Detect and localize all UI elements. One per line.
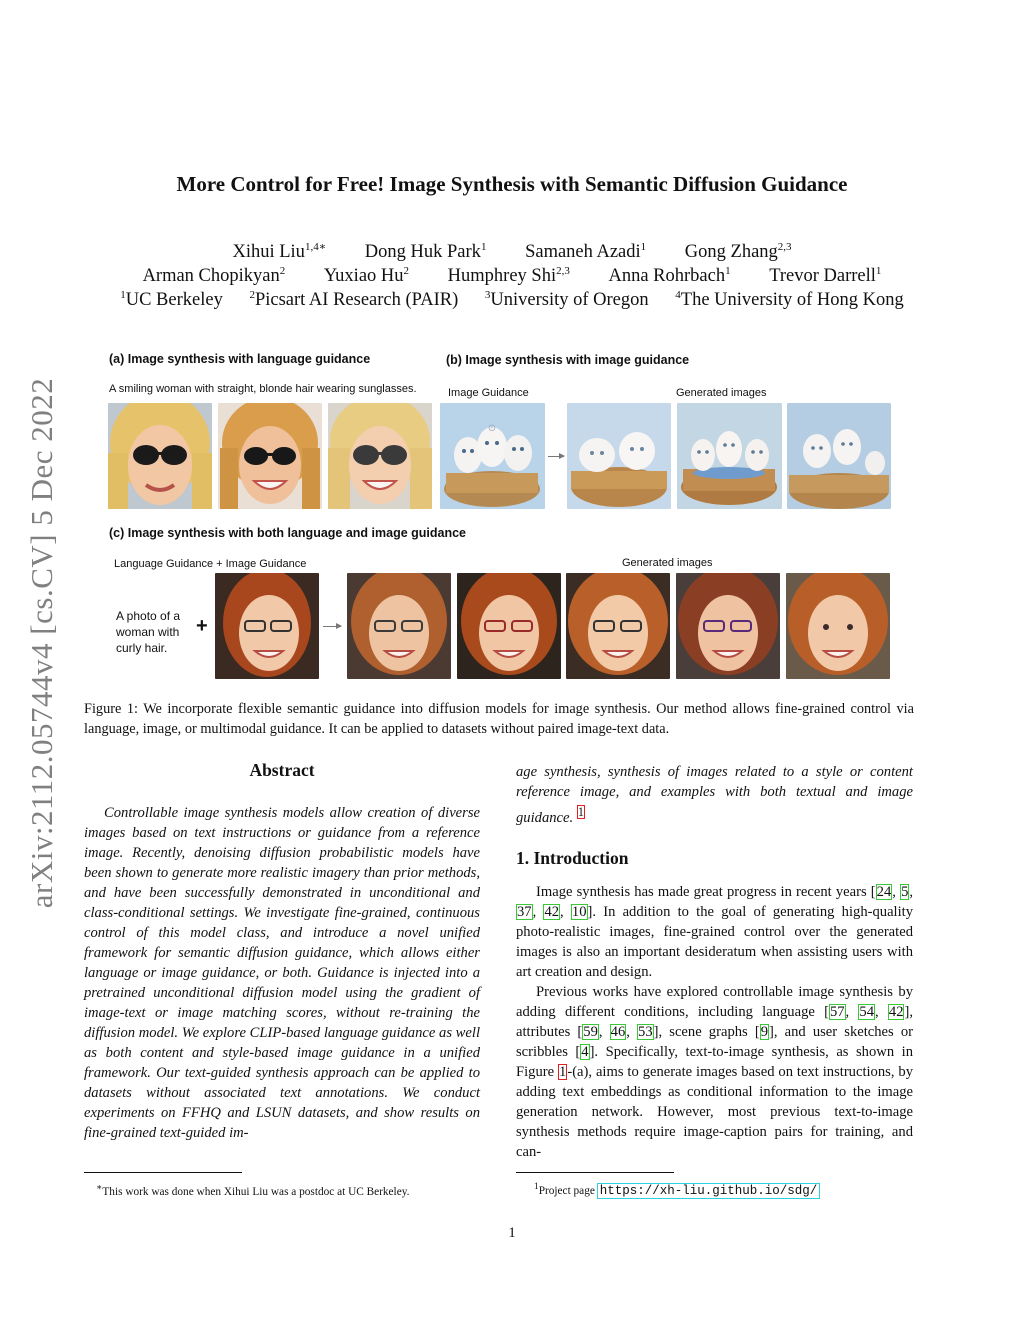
figure-link[interactable]: 1 [559,1064,567,1080]
guidance-kitten-image [440,403,545,509]
intro-paragraph-1: Image synthesis has made great progress in recent years [24, 5, 37, 42, 10]. In addition to the goal of generating high-quality photo-realistic images, fine-grained control over the generated images is also an important desideratum when assisting users with art creation and design. [516,884,914,980]
footnote-link[interactable]: 1 [577,805,584,819]
citation-link[interactable]: 59 [583,1024,598,1040]
affiliation: $^3$University of Oregon [484,288,649,310]
panel-b-generated-label: Generated images [676,387,767,399]
citation-link[interactable]: 9 [760,1024,768,1040]
guidance-face-image [215,573,319,679]
generated-face-image [786,573,890,679]
generated-face-image [457,573,561,679]
abstract-continued: age synthesis, synthesis of images related to a style or content reference image, and examples with both textual and image guidance. $^1$ [516,764,913,826]
citation-link[interactable]: 10 [571,904,587,920]
generated-face-image [566,573,670,679]
footnote-right: $^1$Project page https://xh-liu.github.io/sdg/ [534,1182,818,1198]
author: Gong Zhang$^{2,3}$ [684,240,792,262]
author: Arman Chopikyan$^2$ [142,264,286,286]
affiliations [60,288,964,312]
generated-face-image [328,403,432,509]
paper-title: More Control for Free! Image Synthesis with Semantic Diffusion Guidance [176,172,848,196]
panel-c-prompt: A photo of a woman with curly hair. [116,609,181,655]
generated-face-image [218,403,322,509]
abstract-heading: Abstract [249,760,315,780]
affiliation: $^2$Picsart AI Research (PAIR) [249,288,459,310]
author: Trevor Darrell$^1$ [769,264,882,286]
intro-paragraph-2: Previous works have explored controllable image synthesis by adding different conditions, including language [57, 54, 42], attributes [59, 46, 53], scene graphs [9], and user sketches or scribbles [4]. Specifically, text-to-image synthesis, as shown in Figure 1-(a), aims to generate images based on text instructions, by adding text embeddings as conditional information to the image generation network. However, most previous text-to-image synthesis methods require image-caption pairs for training, and can- [516,984,913,1160]
plus-icon: + [196,615,208,637]
abstract-text: Controllable image synthesis models allow creation of diverse images based on text instructions or guidance from a reference image. Recently, denoising diffusion probabilistic models have been shown to generate more realistic imagery than prior methods, and have been successfully demonstrated in unconditional and class-conditional settings. We investigate fine-grained, continuous control of this model class, and introduce a novel unified framework for semantic diffusion guidance, which allows either language or image guidance, or both. Guidance is injected into a pretrained unconditional diffusion model using the gradient of image-text or image matching scores, without re-training the diffusion model. We explore CLIP-based language guidance as well as both content and style-based image guidance in a unified framework. Our text-guided synthesis approach can be applied to datasets without associated text annotations. We conduct experiments on FFHQ and LSUN datasets, and show results on fine-grained text-guided im- [84,805,480,1141]
author: Anna Rohrbach$^1$ [608,264,731,286]
panel-c-generated-label: Generated images [622,557,713,569]
generated-kitten-image [787,403,891,509]
generated-kitten-image [567,403,671,509]
arrow-icon [548,456,564,457]
arrow-icon [323,626,341,627]
generated-face-image [676,573,780,679]
author: Xihui Liu$^{1,4∗}$ [232,240,327,262]
citation-link[interactable]: 24 [876,884,892,900]
panel-a-prompt: A smiling woman with straight, blonde hair wearing sunglasses. [109,383,417,395]
intro-heading: 1. Introduction [516,848,629,868]
citation-link[interactable]: 5 [901,884,909,900]
citation-link[interactable]: 46 [610,1024,626,1040]
project-url-link[interactable]: https://xh-liu.github.io/sdg/ [599,1183,818,1198]
authors-line-2 [60,264,964,288]
arxiv-id: arXiv:2112.05744v4 [cs.CV] 5 Dec 2022 [24,377,59,908]
generated-face-image [108,403,212,509]
citation-link[interactable]: 57 [829,1004,845,1020]
author: Humphrey Shi$^{2,3}$ [447,264,570,286]
citation-link[interactable]: 54 [859,1004,875,1020]
footnote-rule [84,1172,242,1173]
arxiv-sidebar [18,355,66,930]
panel-b-guidance-label: Image Guidance [448,387,529,399]
generated-kitten-image [677,403,782,509]
generated-face-image [347,573,451,679]
figure-caption: Figure 1: We incorporate flexible semantic guidance into diffusion models for image synthesis. Our method allows fine-grained control via language, image, or multimodal guidance. It can be applied to datasets without paired image-text data. [84,701,914,737]
panel-c-title: (c) Image synthesis with both language and image guidance [109,526,467,540]
author: Yuxiao Hu$^2$ [323,264,410,286]
citation-link[interactable]: 42 [888,1004,904,1020]
citation-link[interactable]: 37 [517,904,532,920]
author: Samaneh Azadi$^1$ [525,240,647,262]
panel-a-title: (a) Image synthesis with language guidance [109,352,371,366]
footnote-rule [516,1172,674,1173]
citation-link[interactable]: 4 [581,1044,589,1060]
page-number: 1 [508,1225,516,1241]
citation-link[interactable]: 42 [544,904,560,920]
affiliation: $^4$The University of Hong Kong [675,288,904,310]
footnote-left: ∗This work was done when Xihui Liu was a postdoc at UC Berkeley. [96,1183,410,1198]
panel-c-guidance-label: Language Guidance + Image Guidance [114,558,307,570]
svg-text:⊙: ⊙ [487,423,497,434]
citation-link[interactable]: 53 [638,1024,653,1040]
authors-line-1 [60,240,964,264]
panel-b-title: (b) Image synthesis with image guidance [446,353,690,367]
affiliation: $^1$UC Berkeley [120,288,223,310]
author: Dong Huk Park$^1$ [364,240,487,262]
